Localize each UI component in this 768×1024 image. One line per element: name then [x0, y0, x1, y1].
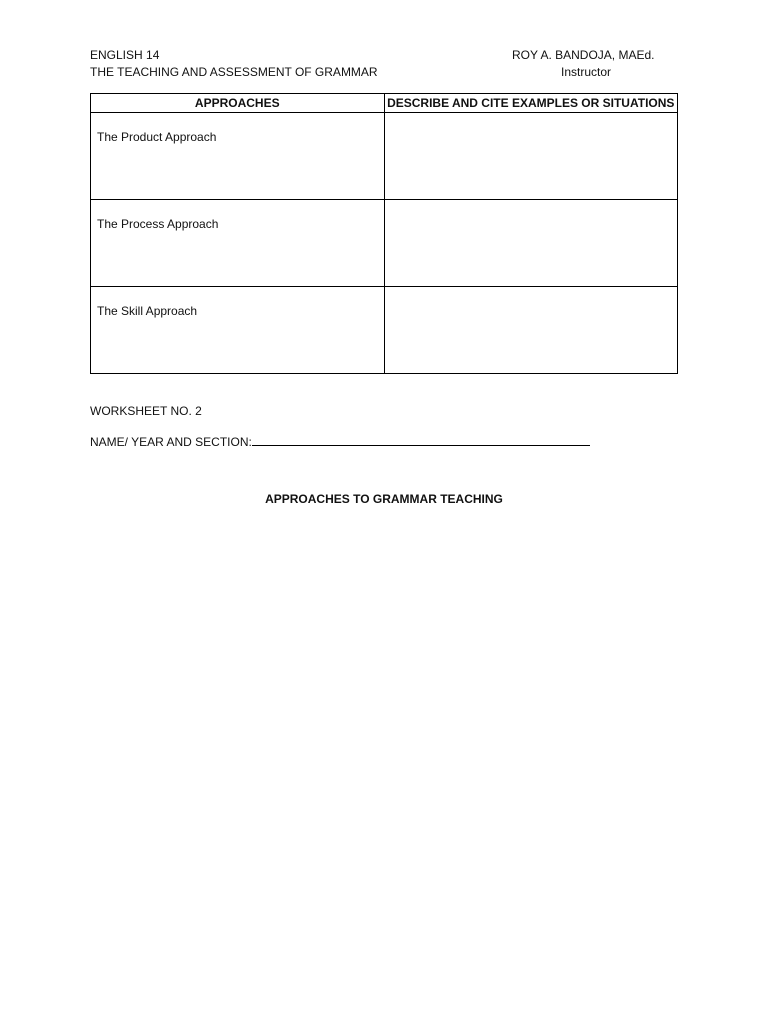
course-title: THE TEACHING AND ASSESSMENT OF GRAMMAR: [90, 65, 378, 79]
approach-label: The Product Approach: [97, 130, 217, 144]
answer-text: [385, 200, 678, 217]
table-row: [91, 200, 678, 287]
column-header-approaches: APPROACHES: [91, 94, 385, 113]
document-title: APPROACHES TO GRAMMAR TEACHING: [265, 492, 503, 506]
answer-cell[interactable]: [384, 200, 678, 287]
instructor-name: ROY A. BANDOJA, MAEd.: [512, 48, 655, 62]
name-section-line: [90, 433, 590, 449]
name-section-blank[interactable]: [252, 433, 590, 446]
approach-cell: [91, 200, 385, 287]
worksheet-number: WORKSHEET NO. 2: [90, 404, 202, 418]
answer-cell[interactable]: [384, 287, 678, 374]
instructor-role: Instructor: [561, 65, 612, 79]
answer-text: [385, 113, 678, 130]
answer-text: [385, 287, 678, 304]
column-header-examples: DESCRIBE AND CITE EXAMPLES OR SITUATIONS: [384, 94, 678, 113]
approach-label: The Skill Approach: [97, 304, 198, 318]
course-header: [90, 47, 378, 81]
table-row: [91, 287, 678, 374]
course-code: ENGLISH 14: [90, 48, 160, 62]
table-row: [91, 113, 678, 200]
approach-cell: [91, 287, 385, 374]
approach-label: The Process Approach: [97, 217, 219, 231]
approach-cell: [91, 113, 385, 200]
table-header-row: [91, 94, 678, 113]
answer-cell[interactable]: [384, 113, 678, 200]
approaches-table: [90, 93, 678, 374]
name-section-label: NAME/ YEAR AND SECTION:: [90, 435, 252, 449]
